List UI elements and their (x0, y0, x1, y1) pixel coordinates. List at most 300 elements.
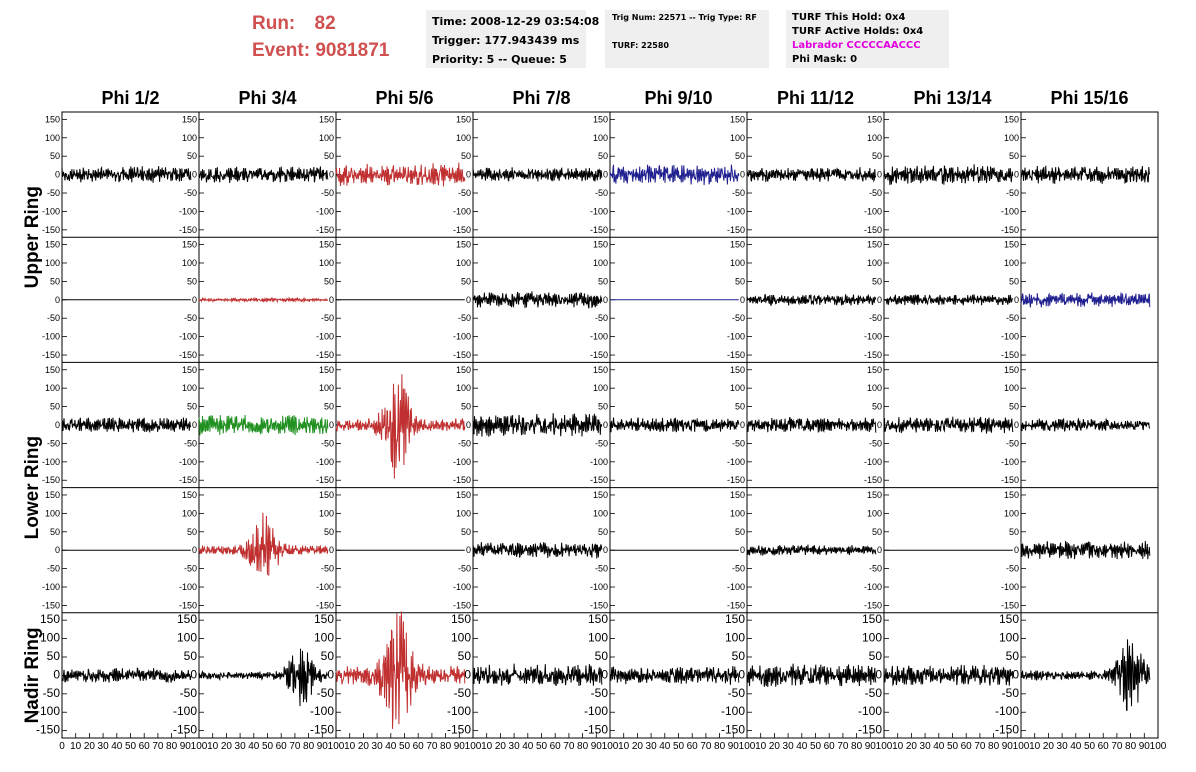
waveform-trace (336, 163, 465, 187)
y-tick-label: 150 (729, 239, 745, 250)
y-tick-label: 100 (866, 132, 882, 143)
y-tick-label: -100 (863, 582, 882, 593)
y-tick-label: 150 (729, 114, 745, 125)
x-tick-label: 20 (768, 741, 780, 752)
x-tick-label: 100 (601, 741, 619, 752)
y-tick-label: -150 (178, 475, 197, 486)
y-tick-label: 50 (868, 648, 882, 663)
waveform-trace (884, 164, 1013, 185)
x-tick-label: 10 (1029, 741, 1041, 752)
x-tick-label: 10 (481, 741, 493, 752)
y-tick-label: 0 (739, 420, 745, 430)
y-tick-label: -50 (46, 438, 60, 449)
x-tick-label: 60 (549, 741, 561, 752)
waveform-trace (884, 665, 1013, 686)
waveform-trace (610, 165, 739, 186)
y-tick-label: 100 (44, 508, 60, 519)
y-tick-label: 0 (328, 169, 334, 180)
y-tick-label: 100 (44, 132, 60, 143)
y-tick-label: 100 (181, 132, 197, 143)
y-tick-label: -150 (178, 224, 197, 235)
waveform-trace (1021, 293, 1150, 308)
y-tick-label: 0 (191, 420, 197, 430)
y-tick-label: 0 (465, 294, 471, 305)
waveform-trace (747, 167, 876, 182)
x-tick-label: 90 (316, 741, 328, 752)
waveform-trace (199, 166, 328, 183)
row-label: Lower Ring (22, 435, 43, 540)
y-tick-label: 150 (455, 364, 471, 375)
y-tick-label: 100 (729, 383, 745, 394)
y-tick-label: 150 (318, 364, 334, 375)
y-tick-label: 50 (460, 276, 471, 287)
y-tick-label: 50 (1005, 648, 1019, 663)
y-tick-label: -100 (41, 582, 60, 593)
y-tick-label: 100 (998, 630, 1019, 645)
x-tick-label: 40 (385, 741, 397, 752)
y-tick-label: 50 (597, 276, 608, 287)
y-tick-label: 50 (594, 648, 608, 663)
y-tick-label: -100 (452, 582, 471, 593)
y-tick-label: 100 (44, 257, 60, 268)
x-tick-label: 80 (714, 741, 726, 752)
x-tick-label: 20 (357, 741, 369, 752)
y-tick-label: -150 (172, 722, 197, 737)
y-tick-label: 150 (44, 489, 60, 500)
y-tick-label: 100 (1003, 257, 1019, 268)
y-tick-label: 50 (871, 401, 882, 412)
y-tick-label: -150 (863, 600, 882, 611)
y-tick-label: 50 (597, 151, 608, 162)
y-tick-label: 0 (739, 545, 745, 556)
y-tick-label: -50 (1005, 313, 1019, 324)
y-tick-label: 50 (49, 151, 60, 162)
x-tick-label: 100 (190, 741, 208, 752)
x-tick-label: 50 (124, 741, 137, 752)
x-tick-label: 90 (864, 741, 876, 752)
y-tick-label: 50 (1008, 276, 1019, 287)
y-tick-label: -50 (316, 685, 334, 700)
y-tick-label: 100 (318, 257, 334, 268)
waveform-trace (610, 418, 739, 433)
x-tick-label: 70 (289, 741, 301, 752)
y-tick-label: 150 (39, 612, 60, 627)
y-tick-label: 0 (1013, 169, 1019, 180)
y-tick-label: 50 (734, 151, 745, 162)
y-tick-label: 150 (866, 489, 882, 500)
y-tick-label: 50 (1008, 526, 1019, 537)
y-tick-label: 50 (457, 648, 471, 663)
y-tick-label: -50 (868, 188, 882, 199)
y-tick-label: 0 (464, 667, 471, 682)
y-tick-label: 100 (729, 257, 745, 268)
x-tick-label: 60 (823, 741, 835, 752)
y-tick-label: 100 (1003, 383, 1019, 394)
y-tick-label: 150 (44, 239, 60, 250)
y-tick-label: -150 (720, 722, 745, 737)
waveform-trace (1021, 639, 1150, 711)
x-tick-label: 100 (464, 741, 482, 752)
x-tick-label: 30 (234, 741, 246, 752)
x-tick-label: 70 (152, 741, 164, 752)
x-tick-label: 90 (1001, 741, 1013, 752)
y-tick-label: 150 (1003, 114, 1019, 125)
y-tick-label: 50 (49, 276, 60, 287)
row-label: Nadir Ring (22, 627, 43, 724)
x-tick-label: 10 (207, 741, 219, 752)
y-tick-label: 0 (190, 667, 197, 682)
y-tick-label: -50 (183, 438, 197, 449)
y-tick-label: -150 (726, 600, 745, 611)
y-tick-label: -50 (594, 188, 608, 199)
x-tick-label: 90 (590, 741, 602, 752)
y-tick-label: 100 (724, 630, 745, 645)
y-tick-label: -150 (452, 350, 471, 361)
y-tick-label: 0 (465, 420, 471, 430)
x-tick-label: 70 (700, 741, 712, 752)
y-tick-label: 100 (866, 257, 882, 268)
y-tick-label: -150 (41, 350, 60, 361)
y-tick-label: -150 (1000, 475, 1019, 486)
y-tick-label: 0 (328, 294, 334, 305)
y-tick-label: 150 (724, 612, 745, 627)
column-header: Phi 15/16 (1050, 88, 1129, 108)
y-tick-label: -100 (178, 331, 197, 342)
y-tick-label: 100 (450, 630, 471, 645)
y-tick-label: 100 (592, 257, 608, 268)
turf-hold-text: TURF This Hold: 0x4 (792, 12, 906, 23)
y-tick-label: 0 (191, 169, 197, 180)
x-tick-label: 50 (809, 741, 822, 752)
y-tick-label: -50 (453, 685, 471, 700)
waveform-trace (62, 166, 191, 183)
event-label: Event: (252, 40, 311, 61)
y-tick-label: -100 (41, 456, 60, 467)
y-tick-label: -150 (315, 475, 334, 486)
trigger-text: Trigger: 177.943439 ms (432, 34, 580, 47)
y-tick-label: 0 (54, 169, 60, 180)
y-tick-label: -150 (452, 224, 471, 235)
y-tick-label: -100 (863, 331, 882, 342)
y-tick-label: 150 (44, 364, 60, 375)
y-tick-label: 50 (734, 276, 745, 287)
x-tick-label: 20 (83, 741, 95, 752)
y-tick-label: 50 (731, 648, 745, 663)
y-tick-label: 0 (739, 294, 745, 305)
y-tick-label: -50 (46, 563, 60, 574)
y-tick-label: 100 (455, 257, 471, 268)
y-tick-label: -100 (315, 206, 334, 217)
column-header: Phi 11/12 (776, 88, 855, 108)
x-tick-label: 80 (577, 741, 589, 752)
event-value: 9081871 (315, 40, 390, 61)
y-tick-label: 100 (861, 630, 882, 645)
x-tick-label: 70 (974, 741, 986, 752)
x-tick-label: 100 (875, 741, 893, 752)
y-tick-label: -50 (42, 685, 60, 700)
column-header: Phi 7/8 (512, 88, 571, 108)
y-tick-label: 150 (587, 612, 608, 627)
y-tick-label: 50 (323, 526, 334, 537)
y-tick-label: 150 (1003, 239, 1019, 250)
y-tick-label: -150 (41, 224, 60, 235)
column-header: Phi 5/6 (375, 88, 434, 108)
x-tick-label: 100 (1012, 741, 1030, 752)
x-tick-label: 100 (738, 741, 756, 752)
x-tick-label: 20 (220, 741, 232, 752)
y-tick-label: 150 (729, 489, 745, 500)
x-tick-label: 10 (892, 741, 904, 752)
y-tick-label: 100 (587, 630, 608, 645)
y-tick-label: -50 (46, 188, 60, 199)
x-tick-label: 10 (344, 741, 356, 752)
y-tick-label: 50 (460, 526, 471, 537)
y-tick-label: 50 (320, 648, 334, 663)
y-tick-label: 0 (465, 545, 471, 556)
x-tick-label: 60 (686, 741, 698, 752)
y-tick-label: 50 (49, 526, 60, 537)
column-header: Phi 9/10 (644, 88, 713, 108)
waveform-trace (747, 418, 876, 433)
y-tick-label: 150 (592, 114, 608, 125)
y-tick-label: -100 (41, 206, 60, 217)
y-tick-label: 100 (181, 257, 197, 268)
x-tick-label: 10 (70, 741, 82, 752)
y-tick-label: 150 (318, 489, 334, 500)
y-tick-label: 150 (318, 239, 334, 250)
y-tick-label: -50 (183, 313, 197, 324)
y-tick-label: 150 (455, 489, 471, 500)
y-tick-label: -100 (178, 456, 197, 467)
y-tick-label: 0 (602, 545, 608, 556)
y-tick-label: -100 (178, 582, 197, 593)
y-tick-label: 0 (876, 294, 882, 305)
y-tick-label: -150 (857, 722, 882, 737)
y-tick-label: 0 (738, 667, 745, 682)
y-tick-label: 150 (866, 364, 882, 375)
y-tick-label: -50 (46, 313, 60, 324)
y-tick-label: -50 (183, 563, 197, 574)
y-tick-label: -150 (726, 350, 745, 361)
y-tick-label: 150 (455, 114, 471, 125)
x-tick-label: 30 (919, 741, 931, 752)
y-tick-label: -100 (35, 704, 60, 719)
x-tick-label: 30 (782, 741, 794, 752)
y-tick-label: 50 (597, 401, 608, 412)
y-tick-label: 0 (601, 667, 608, 682)
y-tick-label: -150 (1000, 350, 1019, 361)
y-tick-label: -50 (868, 313, 882, 324)
y-tick-label: 100 (318, 508, 334, 519)
y-tick-label: 0 (1012, 667, 1019, 682)
y-tick-label: -150 (589, 350, 608, 361)
waveform-trace (1021, 541, 1150, 559)
x-tick-label: 80 (303, 741, 315, 752)
y-tick-label: -150 (589, 600, 608, 611)
y-tick-label: 100 (176, 630, 197, 645)
waveform-trace (473, 542, 602, 559)
y-tick-label: -100 (1000, 206, 1019, 217)
x-tick-label: 50 (1083, 741, 1096, 752)
y-tick-label: -50 (320, 188, 334, 199)
x-tick-label: 100 (327, 741, 345, 752)
column-header: Phi 1/2 (101, 88, 160, 108)
x-tick-label: 90 (453, 741, 465, 752)
y-tick-label: 50 (323, 276, 334, 287)
y-tick-label: 150 (729, 364, 745, 375)
y-tick-label: 150 (176, 612, 197, 627)
y-tick-label: 100 (592, 383, 608, 394)
y-tick-label: -100 (589, 582, 608, 593)
x-tick-label: 20 (494, 741, 506, 752)
y-tick-label: -100 (863, 206, 882, 217)
x-tick-label: 40 (522, 741, 534, 752)
y-tick-label: -100 (583, 704, 608, 719)
y-tick-label: 0 (54, 420, 60, 430)
y-tick-label: 150 (861, 612, 882, 627)
x-tick-label: 50 (946, 741, 959, 752)
y-tick-label: 100 (455, 383, 471, 394)
waveform-trace (336, 611, 465, 729)
y-tick-label: -50 (320, 438, 334, 449)
y-tick-label: 50 (1008, 151, 1019, 162)
y-tick-label: -100 (315, 331, 334, 342)
waveform-trace (473, 664, 602, 686)
y-tick-label: -50 (868, 563, 882, 574)
x-tick-label: 30 (1056, 741, 1068, 752)
y-tick-label: 100 (318, 383, 334, 394)
y-tick-label: -150 (315, 224, 334, 235)
y-tick-label: 150 (592, 489, 608, 500)
y-tick-label: 0 (602, 169, 608, 180)
y-tick-label: 0 (1013, 294, 1019, 305)
y-tick-label: -150 (863, 224, 882, 235)
y-tick-label: -150 (1000, 224, 1019, 235)
trig-num-text: Trig Num: 22571 -- Trig Type: RF (612, 13, 757, 22)
y-tick-label: -100 (452, 206, 471, 217)
y-tick-label: -50 (179, 685, 197, 700)
y-tick-label: 50 (1008, 401, 1019, 412)
x-tick-label: 80 (166, 741, 178, 752)
y-tick-label: -50 (731, 188, 745, 199)
y-tick-label: 100 (318, 132, 334, 143)
x-tick-label: 60 (412, 741, 424, 752)
y-tick-label: -150 (309, 722, 334, 737)
waveform-trace (747, 294, 876, 305)
waveform-trace (884, 417, 1013, 434)
y-tick-label: -150 (315, 600, 334, 611)
y-tick-label: 150 (44, 114, 60, 125)
y-tick-label: -100 (589, 331, 608, 342)
y-tick-label: -150 (863, 350, 882, 361)
x-tick-label: 80 (851, 741, 863, 752)
y-tick-label: -100 (726, 456, 745, 467)
y-tick-label: 150 (181, 489, 197, 500)
x-tick-label: 10 (618, 741, 630, 752)
y-tick-label: 0 (465, 169, 471, 180)
waveform-trace (473, 167, 602, 181)
x-tick-label: 0 (59, 741, 65, 752)
x-tick-label: 90 (1138, 741, 1150, 752)
y-tick-label: -150 (726, 475, 745, 486)
waveform-trace (1021, 166, 1150, 184)
y-tick-label: 50 (460, 151, 471, 162)
y-tick-label: -50 (594, 313, 608, 324)
y-tick-label: -100 (446, 704, 471, 719)
run-label: Run: (252, 13, 296, 34)
waveform-trace (199, 649, 328, 706)
waveform-trace (199, 415, 328, 435)
y-tick-label: -100 (452, 456, 471, 467)
waveform-trace (747, 545, 876, 556)
y-tick-label: 0 (53, 667, 60, 682)
y-tick-label: 0 (327, 667, 334, 682)
y-tick-label: 50 (871, 276, 882, 287)
x-tick-label: 70 (563, 741, 575, 752)
y-tick-label: 100 (729, 132, 745, 143)
y-tick-label: -100 (452, 331, 471, 342)
y-tick-label: 50 (183, 648, 197, 663)
waveform-trace (199, 513, 328, 576)
x-tick-label: 90 (179, 741, 191, 752)
y-tick-label: 100 (866, 508, 882, 519)
y-tick-label: 150 (181, 114, 197, 125)
y-tick-label: -150 (589, 475, 608, 486)
y-tick-label: -100 (720, 704, 745, 719)
x-tick-label: 50 (672, 741, 685, 752)
y-tick-label: -150 (35, 722, 60, 737)
y-tick-label: 100 (44, 383, 60, 394)
y-tick-label: -150 (583, 722, 608, 737)
x-tick-label: 40 (659, 741, 671, 752)
y-tick-label: -150 (1000, 600, 1019, 611)
y-tick-label: 100 (313, 630, 334, 645)
y-tick-label: 50 (734, 526, 745, 537)
labrador-text: Labrador CCCCCAACCC (792, 40, 921, 51)
y-tick-label: 100 (181, 383, 197, 394)
y-tick-label: -100 (726, 331, 745, 342)
y-tick-label: -150 (41, 475, 60, 486)
run-value: 82 (314, 13, 336, 34)
y-tick-label: 0 (328, 420, 334, 430)
y-tick-label: -150 (446, 722, 471, 737)
y-tick-label: -150 (994, 722, 1019, 737)
y-tick-label: -100 (315, 582, 334, 593)
x-tick-label: 70 (837, 741, 849, 752)
y-tick-label: 0 (876, 420, 882, 430)
y-tick-label: 0 (602, 420, 608, 430)
y-tick-label: 100 (592, 508, 608, 519)
y-tick-label: 50 (186, 276, 197, 287)
waveform-trace (473, 413, 602, 437)
waveform-trace (610, 666, 739, 685)
y-tick-label: -100 (1000, 331, 1019, 342)
y-tick-label: -100 (726, 582, 745, 593)
y-tick-label: 150 (592, 239, 608, 250)
y-tick-label: 0 (876, 545, 882, 556)
x-tick-label: 20 (631, 741, 643, 752)
x-tick-label: 60 (1097, 741, 1109, 752)
x-tick-label: 50 (398, 741, 411, 752)
waveform-trace (747, 664, 876, 687)
y-tick-label: 100 (455, 508, 471, 519)
x-tick-label: 70 (1111, 741, 1123, 752)
y-tick-label: 0 (876, 169, 882, 180)
x-tick-label: 60 (275, 741, 287, 752)
turf-text: TURF: 22580 (612, 41, 669, 50)
y-tick-label: -50 (457, 563, 471, 574)
x-tick-label: 40 (796, 741, 808, 752)
